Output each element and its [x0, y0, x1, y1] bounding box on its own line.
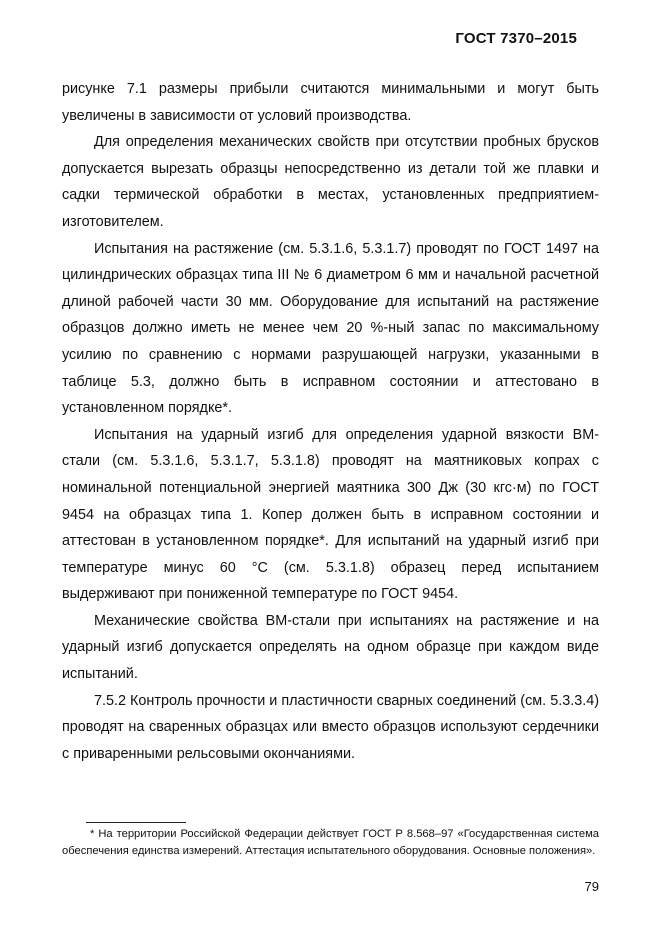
paragraph: Для определения механических свойств при отсутствии пробных брусков допускается вырезать образцы непосредственно из детали той же плавки и садки термической обработки в местах, установленных предприятием-изготовителем.	[62, 134, 599, 230]
page-number: 79	[584, 879, 599, 894]
document-code-header: ГОСТ 7370–2015	[455, 30, 577, 47]
paragraph: Механические свойства ВМ-стали при испытаниях на растяжение и на ударный изгиб допускается определять на одном образце при каждом виде испытаний.	[62, 612, 599, 683]
footnote-divider	[86, 822, 186, 823]
paragraph: Испытания на ударный изгиб для определения ударной вязкости ВМ-стали (см. 5.3.1.6, 5.3.1.7, 5.3.1.8) проводят на маятниковых копрах с номинальной потенциальной энергией маятника 300 Дж (30 кгс·м) по ГОСТ 9454 на образцах типа 1. Копер должен быть в исправном состоянии и аттестован в установленном порядке*. Для испытаний на ударный изгиб при температуре минус 60 °С (см. 5.3.1.8) образец перед испытанием выдерживают при пониженной температуре по ГОСТ 9454.	[62, 426, 599, 603]
paragraph: рисунке 7.1 размеры прибыли считаются минимальными и могут быть увеличены в зависимости от условий производства.	[62, 81, 599, 124]
body-text	[62, 76, 599, 767]
paragraph: 7.5.2 Контроль прочности и пластичности сварных соединений (см. 5.3.3.4) проводят на сваренных образцах или вместо образцов используют сердечники с приваренными рельсовыми окончаниями.	[62, 692, 599, 762]
paragraph: Испытания на растяжение (см. 5.3.1.6, 5.3.1.7) проводят по ГОСТ 1497 на цилиндрических образцах типа III № 6 диаметром 6 мм и начальной расчетной длиной рабочей части 30 мм. Оборудование для испытаний на растяжение образцов должно иметь не менее чем 20 %-ный запас по максимальному усилию по сравнению с нормами разрушающей нагрузки, указанными в таблице 5.3, должно быть в исправном состоянии и аттестовано в установленном порядке*.	[62, 240, 599, 417]
footnote: * На территории Российской Федерации действует ГОСТ Р 8.568–97 «Государственная система обеспечения единства измерений. Аттестация испытательного оборудования. Основные положения».	[62, 828, 599, 857]
